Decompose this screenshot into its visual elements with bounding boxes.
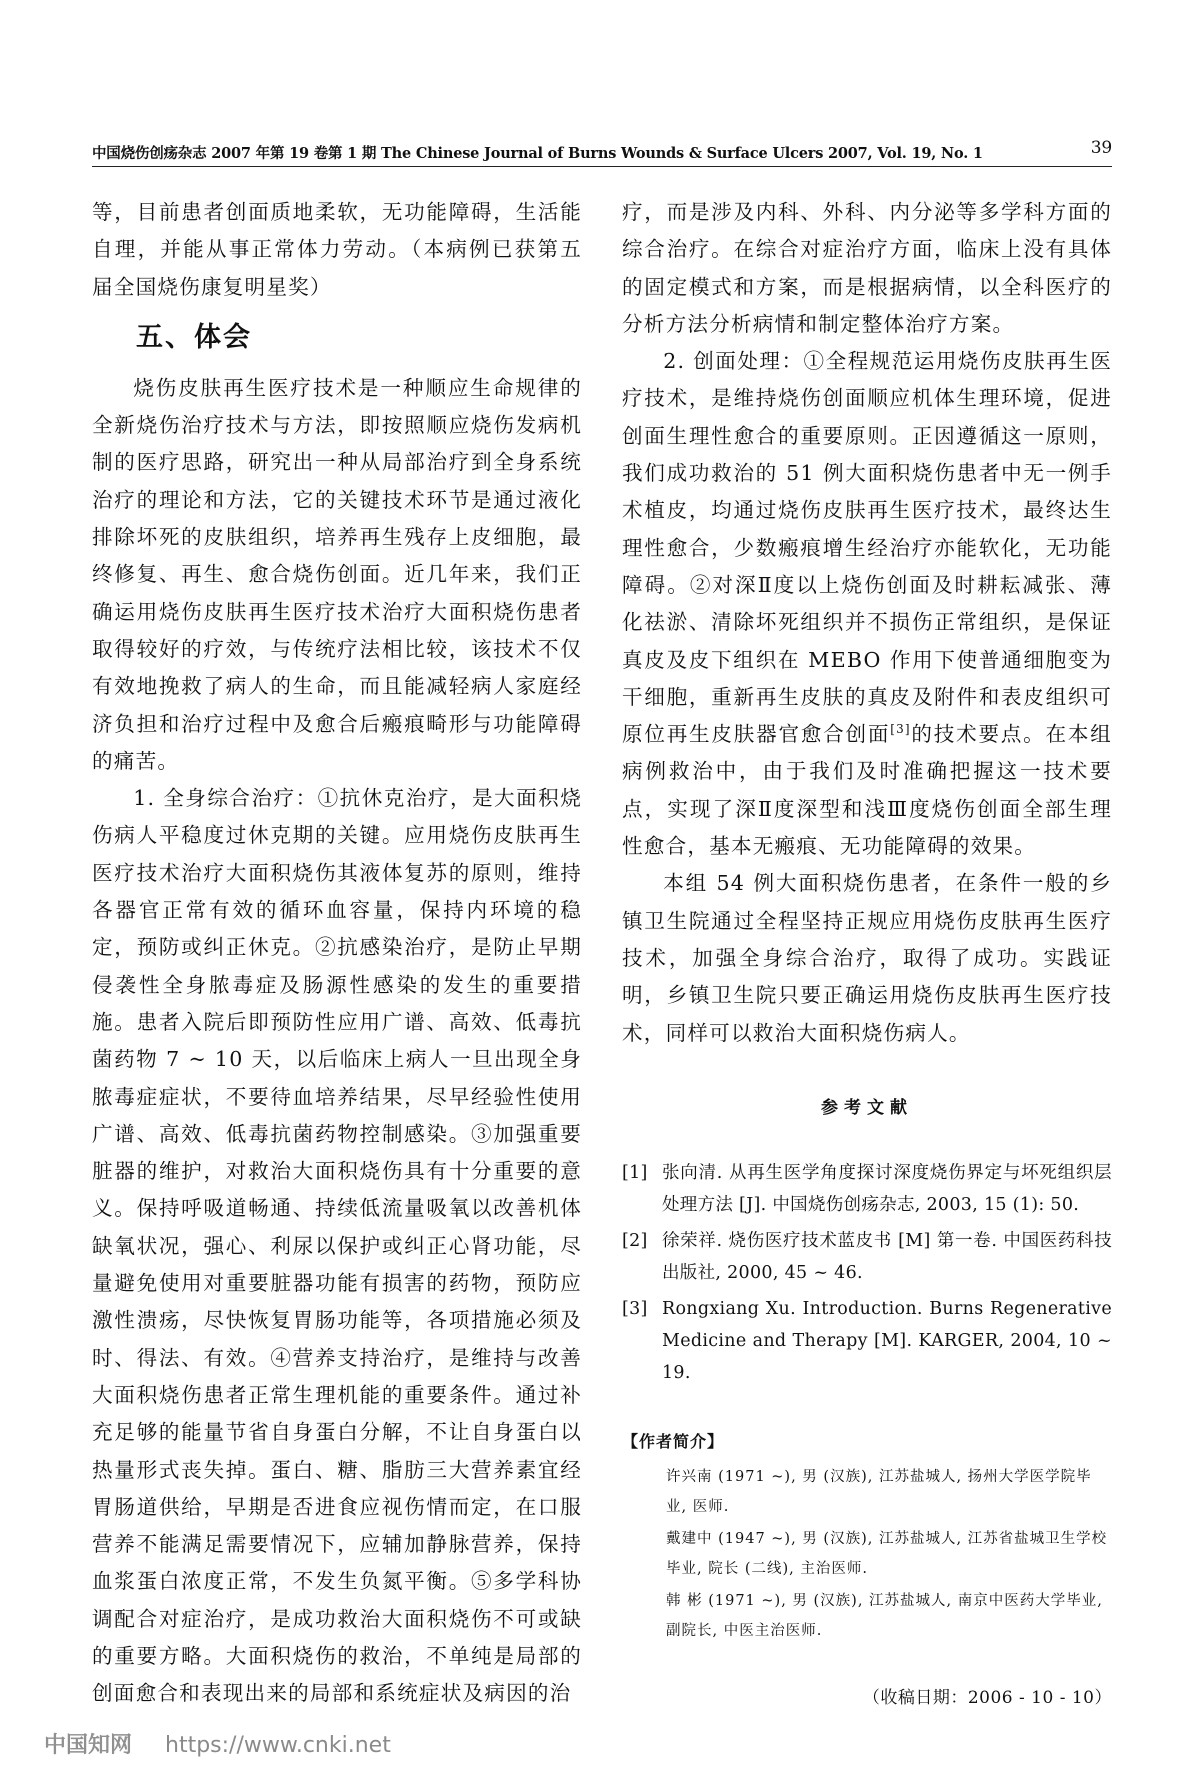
cnki-watermark [44,1728,391,1759]
cnki-brand: 中国知网 [44,1733,133,1758]
p2-text-before: 2. 创面处理：①全程规范运用烧伤皮肤再生医疗技术，是维持烧伤创面顺应机体生理环境，促进创面生理性愈合的重要原则。正因遵循这一原则，我们成功救治的 51 例大面积烧伤患者中无一例手术植皮，均通过烧伤皮肤再生医疗技术，最终达生理性愈合，少数瘢痕增生经治疗亦能软化，无功能障碍。②对深Ⅱ度以上烧伤创面及时耕耘减张、薄化祛淤、清除坏死组织并不损伤正常组织，是保证真皮及皮下组织在 MEBO 作用下使普通细胞变为干细胞，重新再生皮肤的真皮及附件和表皮组织可原位再生皮肤器官愈合创面 [622,349,1112,747]
references-title: 参考文献 [821,1097,913,1118]
author-bio-title: 【作者简介】 [622,1432,725,1452]
page-number: 39 [1090,138,1112,158]
left-paragraph-2: 1. 全身综合治疗：①抗休克治疗，是大面积烧伤病人平稳度过休克期的关键。应用烧伤皮肤再生医疗技术治疗大面积烧伤其液体复苏的原则，维持各器官正常有效的循环血容量，保持内环境的稳定，预防或纠正休克。②抗感染治疗，是防止早期侵袭性全身脓毒症及肠源性感染的发生的重要措施。患者入院后即预防性应用广谱、高效、低毒抗菌药物 7 ~ 10 天，以后临床上病人一旦出现全身脓毒症症状，不要待血培养结果，尽早经验性使用广谱、高效、低毒抗菌药物控制感染。③加强重要脏器的维护，对救治大面积烧伤具有十分重要的意义。保持呼吸道畅通、持续低流量吸氧以改善机体缺氧状况，强心、利尿以保护或纠正心肾功能，尽量避免使用对重要脏器功能有损害的药物，预防应激性溃疡，尽快恢复胃肠功能等，各项措施必须及时、得法、有效。④营养支持治疗，是维持与改善大面积烧伤患者正常生理机能的重要条件。通过补充足够的能量节省自身蛋白分解，不让自身蛋白以热量形式丧失掉。蛋白、糖、脂肪三大营养素宜经胃肠道供给，早期是否进食应视伤情而定，在口服营养不能满足需要情况下，应辅加静脉营养，保持血浆蛋白浓度正常，不发生负氮平衡。⑤多学科协调配合对症治疗，是成功救治大面积烧伤不可或缺的重要方略。大面积烧伤的救治，不单纯是局部的创面愈合和表现出来的局部和系统症状及病因的治 [92,786,582,1706]
author-bio: 韩 彬 (1971 ~), 男 (汉族), 江苏盐城人, 南京中医药大学毕业, 副院长, 中医主治医师. [666,1593,1103,1640]
right-paragraph-2 [622,343,1112,865]
citation-marker: [3] [890,722,911,737]
running-header [92,138,1112,163]
reference-number: [3] [622,1299,648,1320]
left-column [92,194,582,1713]
reference-item [622,1225,1112,1289]
reference-item [622,1293,1112,1389]
author-bio: 戴建中 (1947 ~), 男 (汉族), 江苏盐城人, 江苏省盐城卫生学校毕业, 院长 (二线), 主治医师. [666,1531,1108,1578]
right-column [622,194,1112,1718]
running-title: 中国烧伤创疡杂志 2007 年第 19 卷第 1 期 The Chinese Journal of Burns Wounds & Surface Ulcers 2007, Vol. 19, No. 1 [92,145,983,162]
reference-number: [1] [622,1163,648,1184]
reference-number: [2] [622,1231,648,1252]
author-bio: 许兴南 (1971 ~), 男 (汉族), 江苏盐城人, 扬州大学医学院毕业, 医师. [666,1469,1092,1516]
header-rule [92,166,1112,167]
reference-text: Rongxiang Xu. Introduction. Burns Regenerative Medicine and Therapy [M]. KARGER, 2004, 10 ~ 19. [662,1299,1112,1384]
section-heading: 五、体会 [136,321,252,353]
p2-text-after: 的技术要点。在本组病例救治中，由于我们及时准确把握这一技术要点，实现了深Ⅱ度深型和浅Ⅲ度烧伤创面全部生理性愈合，基本无瘢痕、无功能障碍的效果。 [622,722,1112,859]
right-paragraph-3: 本组 54 例大面积烧伤患者，在条件一般的乡镇卫生院通过全程坚持正规应用烧伤皮肤再生医疗技术，加强全身综合治疗，取得了成功。实践证明，乡镇卫生院只要正确运用烧伤皮肤再生医疗技术，同样可以救治大面积烧伤病人。 [622,871,1112,1045]
reference-text: 张向清. 从再生医学角度探讨深度烧伤界定与坏死组织层处理方法 [J]. 中国烧伤创疡杂志, 2003, 15 (1): 50. [662,1163,1112,1216]
cnki-url: https://www.cnki.net [165,1733,391,1758]
reference-item [622,1157,1112,1221]
received-date: （收稿日期：2006 - 10 - 10） [862,1688,1112,1709]
left-paragraph-1: 烧伤皮肤再生医疗技术是一种顺应生命规律的全新烧伤治疗技术与方法，即按照顺应烧伤发病机制的医疗思路，研究出一种从局部治疗到全身系统治疗的理论和方法，它的关键技术环节是通过液化排除坏死的皮肤组织，培养再生残存上皮细胞，最终修复、再生、愈合烧伤创面。近几年来，我们正确运用烧伤皮肤再生医疗技术治疗大面积烧伤患者取得较好的疗效，与传统疗法相比较，该技术不仅有效地挽救了病人的生命，而且能减轻病人家庭经济负担和治疗过程中及愈合后瘢痕畸形与功能障碍的痛苦。 [92,375,582,773]
reference-text: 徐荣祥. 烧伤医疗技术蓝皮书 [M] 第一卷. 中国医药科技出版社, 2000, 45 ~ 46. [662,1231,1112,1284]
left-paragraph-top: 等，目前患者创面质地柔软，无功能障碍，生活能自理，并能从事正常体力劳动。（本病例已获第五届全国烧伤康复明星奖） [92,200,582,299]
right-paragraph-top: 疗，而是涉及内科、外科、内分泌等多学科方面的综合治疗。在综合对症治疗方面，临床上没有具体的固定模式和方案，而是根据病情，以全科医疗的分析方法分析病情和制定整体治疗方案。 [622,200,1112,336]
